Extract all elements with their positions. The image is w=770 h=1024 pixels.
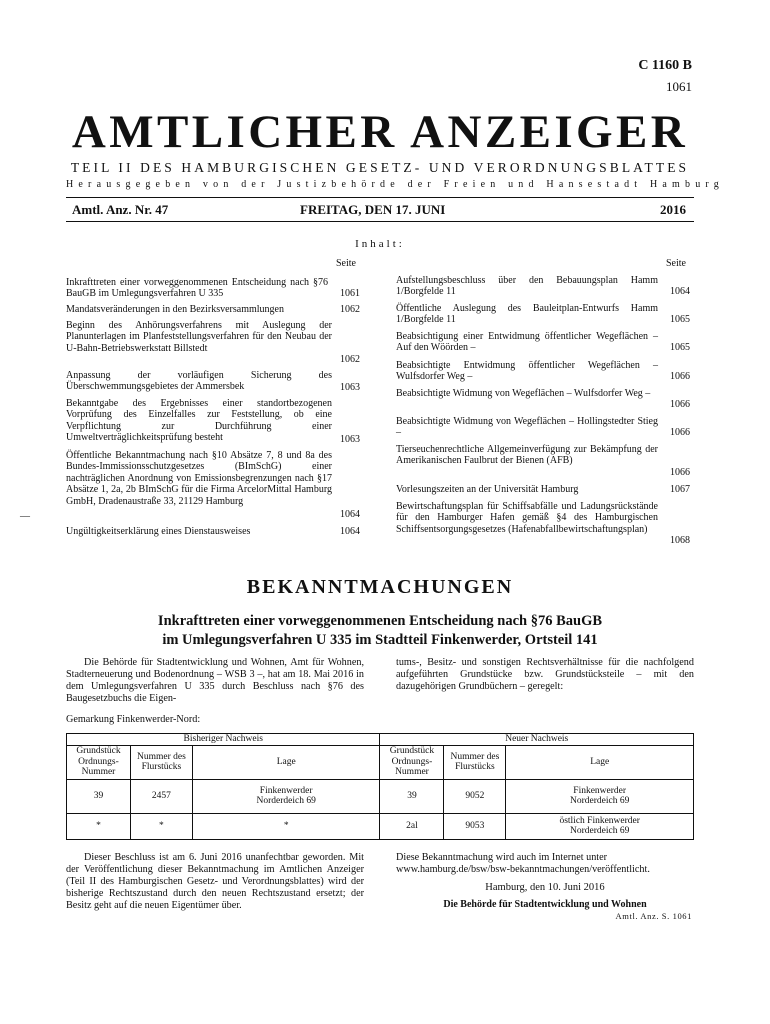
table-row: * * * 2al 9053 östlich Finkenwerder Norderdeich 69 <box>67 813 694 839</box>
toc-item[interactable]: Beginn des Anhörungsverfahrens mit Auslegung der Planunterlagen im Planfeststellungsverfahren für den Neubau der U-Bahn-Betriebswerkstatt Billstedt <box>66 320 332 354</box>
toc-item-page: 1064 <box>340 526 360 537</box>
publisher-line: Herausgegeben von der Justizbehörde der Freien und Hansestadt Hamburg <box>66 179 724 190</box>
issue-year: 2016 <box>660 202 686 217</box>
toc-item-page: 1066 <box>670 427 690 438</box>
toc-item[interactable]: Beabsichtigte Widmung von Wegeflächen – Wulfsdorfer Weg – <box>396 388 651 399</box>
article-paragraph-right: tums-, Besitz- und sonstigen Rechtsverhältnisse für die nachfolgend aufgeführten Grundstücke bzw. Grundstücksteile – mit den dazugehörigen Grundbüchern – geregelt: <box>396 657 694 692</box>
masthead-title: AMTLICHER ANZEIGER <box>71 106 689 158</box>
toc-item[interactable]: Öffentliche Auslegung des Bauleitplan-Entwurfs Hamm 1/Borgfelde 11 <box>396 303 658 326</box>
toc-heading: Inhalt: <box>355 238 405 250</box>
margin-mark: — <box>20 511 30 522</box>
place-date: Hamburg, den 10. Juni 2016 <box>485 882 605 893</box>
footer-url[interactable]: www.hamburg.de/bsw/bsw-bekanntmachungen/veröffentlicht. <box>396 863 650 875</box>
toc-item[interactable]: Bekanntgabe des Ergebnisses einer standortbezogenen Vorprüfung des Einzelfalles zur Feststellung, ob eine Verpflichtung zur Durchführung einer Umweltverträglichkeitsprüfung besteht <box>66 398 332 444</box>
section-title: BEKANNTMACHUNGEN <box>246 576 514 598</box>
issue-bar <box>66 197 694 222</box>
toc-item[interactable]: Bewirtschaftungsplan für Schiffsabfälle und Ladungsrückstände für den Hamburger Hafen gemäß §4 des Hamburgischen Schiffsentsorgungsgesetzes (Hafenabfallbewirtschaftungsplan) <box>396 501 658 535</box>
toc-item[interactable]: Tierseuchenrechtliche Allgemeinverfügung zur Bekämpfung der Amerikanischen Faulbrut der Bienen (AFB) <box>396 444 658 467</box>
document-code: C 1160 B <box>638 58 692 73</box>
toc-page-heading-right: Seite <box>666 258 686 269</box>
toc-page-heading-left: Seite <box>336 258 356 269</box>
toc-item-page: 1062 <box>340 354 360 365</box>
toc-item[interactable]: Beabsichtigung einer Entwidmung öffentlicher Wegeflächen – Auf den Wöörden – <box>396 331 658 354</box>
toc-item-page: 1063 <box>340 434 360 445</box>
toc-item[interactable]: Aufstellungsbeschluss über den Bebauungsplan Hamm 1/Borgfelde 11 <box>396 275 658 298</box>
toc-item-page: 1068 <box>670 535 690 546</box>
page-number: 1061 <box>666 79 692 94</box>
footer-paragraph-left: Dieser Beschluss ist am 6. Juni 2016 unanfechtbar geworden. Mit der Veröffentlichung dieser Bekanntmachung im Amtlichen Anzeiger (Teil II des Hamburgischen Gesetz- und Verordnungsblattes) wird der bisherige Rechtszustand durch den neuen Rechtszustand ersetzt; der Besitz geht auf die neuen Eigentümer über. <box>66 852 364 911</box>
issuing-authority: Die Behörde für Stadtentwicklung und Wohnen <box>443 899 647 910</box>
masthead-subtitle: TEIL II DES HAMBURGISCHEN GESETZ- UND VERORDNUNGSBLATTES <box>70 160 690 175</box>
article-title: Inkrafttreten einer vorweggenommenen Entscheidung nach §76 BauGB im Umlegungsverfahren U 335 im Stadtteil Finkenwerder, Ortsteil 141 <box>157 613 603 648</box>
col-grundstueck: Grundstück Ordnungs- Nummer <box>380 745 444 779</box>
gemarkung-label: Gemarkung Finkenwerder-Nord: <box>66 714 201 725</box>
issue-date: FREITAG, DEN 17. JUNI <box>300 202 446 217</box>
toc-item[interactable]: Inkrafttreten einer vorweggenommenen Entscheidung nach §76 BauGB im Umlegungsverfahren U 335 <box>66 277 328 300</box>
toc-item[interactable]: Mandatsveränderungen in den Bezirksversammlungen <box>66 304 284 315</box>
toc-item-page: 1065 <box>670 342 690 353</box>
toc-item-page: 1066 <box>670 467 690 478</box>
toc-item[interactable]: Vorlesungszeiten an der Universität Hamburg <box>396 484 579 495</box>
toc-item-page: 1067 <box>670 484 690 495</box>
toc-item-page: 1063 <box>340 382 360 393</box>
toc-item[interactable]: Öffentliche Bekanntmachung nach §10 Absätze 7, 8 und 8a des Bundes-Immissionsschutzgesetzes (BImSchG) einer nachträglichen Anordnung von Emissionsbegrenzungen nach §17 Absätze 1, 2a, 2b BImSchG für die Firma ArcelorMittal Hamburg GmbH, Dradenaustraße 33, 21129 Hamburg <box>66 450 332 507</box>
toc-item-page: 1066 <box>670 399 690 410</box>
col-flurstueck: Nummer des Flurstücks <box>130 745 192 779</box>
toc-item[interactable]: Beabsichtigte Entwidmung öffentlicher Wegeflächen – Wulfsdorfer Weg – <box>396 360 658 383</box>
col-lage: Lage <box>192 745 380 779</box>
article-paragraph-left: Die Behörde für Stadtentwicklung und Wohnen, Amt für Wohnen, Stadterneuerung und Bodenordnung – WSB 3 –, hat am 18. Mai 2016 in dem Umlegungsverfahren U 335 durch Beschluss nach §76 des Baugesetzbuchs die Eigen- <box>66 657 364 704</box>
toc-item-page: 1064 <box>340 509 360 520</box>
toc-item[interactable]: Beabsichtigte Widmung von Wegeflächen – Hollingstedter Stieg – <box>396 416 658 439</box>
col-lage: Lage <box>506 745 694 779</box>
toc-item-page: 1062 <box>340 304 360 315</box>
table-row: 39 2457 Finkenwerder Norderdeich 69 39 9052 Finkenwerder Norderdeich 69 <box>67 779 694 813</box>
toc-item[interactable]: Ungültigkeitserklärung eines Dienstausweises <box>66 526 251 537</box>
toc-item-page: 1064 <box>670 286 690 297</box>
toc-item-page: 1061 <box>340 288 360 299</box>
issue-number: Amtl. Anz. Nr. 47 <box>72 202 169 217</box>
toc-item-page: 1065 <box>670 314 690 325</box>
col-grundstueck: Grundstück Ordnungs- Nummer <box>67 745 131 779</box>
toc-item-page: 1066 <box>670 371 690 382</box>
new-record-heading: Neuer Nachweis <box>380 734 694 746</box>
reference-number: Amtl. Anz. S. 1061 <box>615 911 692 921</box>
footer-internet-note: Diese Bekanntmachung wird auch im Internet unter www.hamburg.de/bsw/bsw-bekanntmachungen/veröffentlicht. <box>396 852 694 876</box>
toc-item[interactable]: Anpassung der vorläufigen Sicherung des Überschwemmungsgebietes der Ammersbek <box>66 370 332 393</box>
nachweis-table <box>66 733 694 840</box>
old-record-heading: Bisheriger Nachweis <box>67 734 380 746</box>
col-flurstueck: Nummer des Flurstücks <box>444 745 506 779</box>
